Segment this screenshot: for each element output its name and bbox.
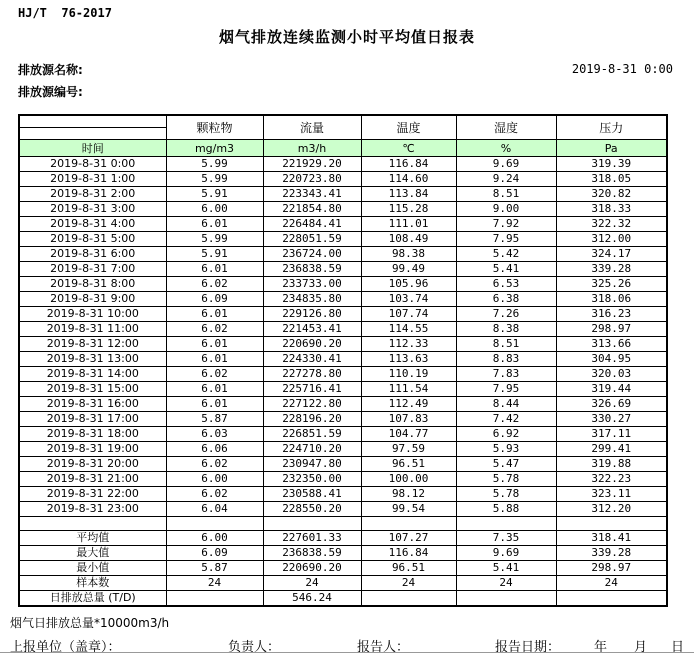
value-cell: 6.01 bbox=[166, 352, 263, 367]
value-cell: 320.82 bbox=[556, 187, 667, 202]
value-cell: 7.35 bbox=[456, 531, 556, 546]
value-cell: 223343.41 bbox=[263, 187, 361, 202]
value-cell bbox=[456, 591, 556, 607]
row-label-cell: 2019-8-31 11:00 bbox=[19, 322, 166, 337]
value-cell: 220690.20 bbox=[263, 561, 361, 576]
value-cell: 9.69 bbox=[456, 157, 556, 172]
value-cell: 112.33 bbox=[361, 337, 456, 352]
row-label-cell: 2019-8-31 21:00 bbox=[19, 472, 166, 487]
source-code-label: 排放源编号: bbox=[18, 85, 83, 99]
value-cell: 8.44 bbox=[456, 397, 556, 412]
value-cell: 339.28 bbox=[556, 546, 667, 561]
value-cell: 6.01 bbox=[166, 337, 263, 352]
value-cell: 6.92 bbox=[456, 427, 556, 442]
value-cell: 100.00 bbox=[361, 472, 456, 487]
value-cell: 5.47 bbox=[456, 457, 556, 472]
value-cell bbox=[556, 517, 667, 531]
total-emission-note: 烟气日排放总量*10000m3/h bbox=[10, 616, 170, 630]
value-cell: 9.24 bbox=[456, 172, 556, 187]
value-cell: 111.01 bbox=[361, 217, 456, 232]
value-cell: 6.02 bbox=[166, 367, 263, 382]
value-cell: 6.02 bbox=[166, 277, 263, 292]
value-cell: 96.51 bbox=[361, 457, 456, 472]
header-empty-bottom-cell bbox=[19, 128, 166, 140]
value-cell: 8.83 bbox=[456, 352, 556, 367]
hourly-data-row bbox=[19, 382, 667, 397]
row-label-cell: 2019-8-31 23:00 bbox=[19, 502, 166, 517]
summary-row bbox=[19, 576, 667, 591]
row-label-cell: 2019-8-31 15:00 bbox=[19, 382, 166, 397]
day-label: 日 bbox=[671, 640, 685, 655]
value-cell: 6.01 bbox=[166, 397, 263, 412]
value-cell: 8.38 bbox=[456, 322, 556, 337]
year-label: 年 bbox=[594, 640, 608, 655]
value-cell: 5.99 bbox=[166, 157, 263, 172]
hourly-data-row bbox=[19, 187, 667, 202]
value-cell: 229126.80 bbox=[263, 307, 361, 322]
value-cell: 5.91 bbox=[166, 187, 263, 202]
source-name-label: 排放源名称: bbox=[18, 63, 83, 77]
value-cell: 6.09 bbox=[166, 546, 263, 561]
column-header-humidity: 湿度 bbox=[456, 115, 556, 140]
value-cell: 326.69 bbox=[556, 397, 667, 412]
value-cell: 5.88 bbox=[456, 502, 556, 517]
value-cell: 108.49 bbox=[361, 232, 456, 247]
hourly-data-row bbox=[19, 292, 667, 307]
row-label-cell bbox=[19, 517, 166, 531]
row-label-cell: 2019-8-31 10:00 bbox=[19, 307, 166, 322]
value-cell: 319.39 bbox=[556, 157, 667, 172]
value-cell: 304.95 bbox=[556, 352, 667, 367]
value-cell: 227278.80 bbox=[263, 367, 361, 382]
row-label-cell: 2019-8-31 7:00 bbox=[19, 262, 166, 277]
value-cell: 233733.00 bbox=[263, 277, 361, 292]
value-cell: 103.74 bbox=[361, 292, 456, 307]
row-label-cell: 2019-8-31 16:00 bbox=[19, 397, 166, 412]
value-cell: 227601.33 bbox=[263, 531, 361, 546]
value-cell: 226484.41 bbox=[263, 217, 361, 232]
value-cell: 97.59 bbox=[361, 442, 456, 457]
hourly-data-row bbox=[19, 217, 667, 232]
value-cell: 5.99 bbox=[166, 172, 263, 187]
value-cell: 325.26 bbox=[556, 277, 667, 292]
month-label: 月 bbox=[634, 640, 648, 655]
header-empty-top-cell bbox=[19, 115, 166, 128]
value-cell: 114.60 bbox=[361, 172, 456, 187]
value-cell: 234835.80 bbox=[263, 292, 361, 307]
hourly-data-row bbox=[19, 232, 667, 247]
value-cell: 24 bbox=[166, 576, 263, 591]
report-date-label: 报告日期： bbox=[495, 640, 561, 655]
hourly-data-row bbox=[19, 367, 667, 382]
value-cell: 115.28 bbox=[361, 202, 456, 217]
value-cell: 9.69 bbox=[456, 546, 556, 561]
value-cell: 5.41 bbox=[456, 561, 556, 576]
report-unit-label: 上报单位（盖章）： bbox=[10, 640, 121, 655]
row-label-cell: 2019-8-31 8:00 bbox=[19, 277, 166, 292]
hourly-data-row bbox=[19, 412, 667, 427]
summary-row bbox=[19, 546, 667, 561]
value-cell: 318.06 bbox=[556, 292, 667, 307]
row-label-cell: 2019-8-31 18:00 bbox=[19, 427, 166, 442]
value-cell: 313.66 bbox=[556, 337, 667, 352]
row-label-cell: 2019-8-31 1:00 bbox=[19, 172, 166, 187]
value-cell: 116.84 bbox=[361, 157, 456, 172]
summary-row bbox=[19, 531, 667, 546]
value-cell: 6.01 bbox=[166, 382, 263, 397]
value-cell: 112.49 bbox=[361, 397, 456, 412]
value-cell: 98.12 bbox=[361, 487, 456, 502]
value-cell: 6.00 bbox=[166, 202, 263, 217]
value-cell: 5.91 bbox=[166, 247, 263, 262]
row-label-cell: 2019-8-31 0:00 bbox=[19, 157, 166, 172]
page-title: 烟气排放连续监测小时平均值日报表 bbox=[218, 28, 475, 46]
value-cell: 546.24 bbox=[263, 591, 361, 607]
column-header-particulate: 颗粒物 bbox=[166, 115, 263, 140]
hourly-data-row bbox=[19, 472, 667, 487]
value-cell: 6.02 bbox=[166, 457, 263, 472]
unit-cell-particulate: mg/m3 bbox=[166, 140, 263, 157]
summary-row bbox=[19, 561, 667, 576]
value-cell: 6.00 bbox=[166, 472, 263, 487]
value-cell: 6.53 bbox=[456, 277, 556, 292]
row-label-cell: 最小值 bbox=[19, 561, 166, 576]
value-cell: 224710.20 bbox=[263, 442, 361, 457]
hourly-data-row bbox=[19, 322, 667, 337]
row-label-cell: 2019-8-31 17:00 bbox=[19, 412, 166, 427]
value-cell: 316.23 bbox=[556, 307, 667, 322]
value-cell: 6.01 bbox=[166, 307, 263, 322]
value-cell: 7.95 bbox=[456, 382, 556, 397]
hourly-data-row bbox=[19, 442, 667, 457]
value-cell: 7.42 bbox=[456, 412, 556, 427]
value-cell: 5.93 bbox=[456, 442, 556, 457]
value-cell: 226851.59 bbox=[263, 427, 361, 442]
value-cell: 319.44 bbox=[556, 382, 667, 397]
unit-cell-flow: m3/h bbox=[263, 140, 361, 157]
value-cell: 224330.41 bbox=[263, 352, 361, 367]
value-cell: 8.51 bbox=[456, 337, 556, 352]
value-cell: 6.02 bbox=[166, 322, 263, 337]
hourly-data-row bbox=[19, 262, 667, 277]
value-cell: 322.23 bbox=[556, 472, 667, 487]
hourly-data-row bbox=[19, 457, 667, 472]
value-cell bbox=[166, 591, 263, 607]
value-cell: 228051.59 bbox=[263, 232, 361, 247]
hourly-data-row bbox=[19, 502, 667, 517]
value-cell: 318.41 bbox=[556, 531, 667, 546]
value-cell: 24 bbox=[456, 576, 556, 591]
value-cell: 220723.80 bbox=[263, 172, 361, 187]
value-cell: 236838.59 bbox=[263, 546, 361, 561]
value-cell: 330.27 bbox=[556, 412, 667, 427]
row-label-cell: 2019-8-31 20:00 bbox=[19, 457, 166, 472]
hourly-data-row bbox=[19, 352, 667, 367]
hourly-data-row bbox=[19, 277, 667, 292]
value-cell: 225716.41 bbox=[263, 382, 361, 397]
value-cell: 322.32 bbox=[556, 217, 667, 232]
row-label-cell: 平均值 bbox=[19, 531, 166, 546]
column-header-flow: 流量 bbox=[263, 115, 361, 140]
value-cell: 230588.41 bbox=[263, 487, 361, 502]
value-cell bbox=[361, 591, 456, 607]
value-cell: 7.92 bbox=[456, 217, 556, 232]
value-cell: 6.04 bbox=[166, 502, 263, 517]
value-cell: 312.20 bbox=[556, 502, 667, 517]
unit-cell-humidity: % bbox=[456, 140, 556, 157]
report-datetime: 2019-8-31 0:00 bbox=[571, 62, 673, 76]
value-cell: 5.99 bbox=[166, 232, 263, 247]
row-label-cell: 样本数 bbox=[19, 576, 166, 591]
value-cell: 221929.20 bbox=[263, 157, 361, 172]
value-cell: 7.95 bbox=[456, 232, 556, 247]
value-cell: 98.38 bbox=[361, 247, 456, 262]
value-cell: 5.41 bbox=[456, 262, 556, 277]
value-cell: 221453.41 bbox=[263, 322, 361, 337]
hourly-data-row bbox=[19, 487, 667, 502]
value-cell: 5.87 bbox=[166, 412, 263, 427]
value-cell: 107.83 bbox=[361, 412, 456, 427]
row-label-cell: 2019-8-31 6:00 bbox=[19, 247, 166, 262]
value-cell: 323.11 bbox=[556, 487, 667, 502]
value-cell: 320.03 bbox=[556, 367, 667, 382]
value-cell bbox=[263, 517, 361, 531]
value-cell: 232350.00 bbox=[263, 472, 361, 487]
value-cell: 6.09 bbox=[166, 292, 263, 307]
reporter-label: 报告人： bbox=[357, 640, 410, 655]
value-cell: 24 bbox=[263, 576, 361, 591]
value-cell: 110.19 bbox=[361, 367, 456, 382]
value-cell: 318.05 bbox=[556, 172, 667, 187]
row-label-cell: 2019-8-31 3:00 bbox=[19, 202, 166, 217]
summary-row bbox=[19, 591, 667, 607]
value-cell: 107.74 bbox=[361, 307, 456, 322]
value-cell: 228550.20 bbox=[263, 502, 361, 517]
row-label-cell: 2019-8-31 5:00 bbox=[19, 232, 166, 247]
hourly-data-row bbox=[19, 202, 667, 217]
row-label-cell: 2019-8-31 22:00 bbox=[19, 487, 166, 502]
value-cell: 339.28 bbox=[556, 262, 667, 277]
value-cell: 113.84 bbox=[361, 187, 456, 202]
value-cell: 312.00 bbox=[556, 232, 667, 247]
value-cell: 228196.20 bbox=[263, 412, 361, 427]
value-cell: 24 bbox=[361, 576, 456, 591]
value-cell: 6.00 bbox=[166, 531, 263, 546]
row-label-cell: 最大值 bbox=[19, 546, 166, 561]
standard-number: HJ/T 76-2017 bbox=[18, 6, 112, 20]
value-cell: 9.00 bbox=[456, 202, 556, 217]
row-label-cell: 2019-8-31 2:00 bbox=[19, 187, 166, 202]
value-cell: 24 bbox=[556, 576, 667, 591]
hourly-data-row bbox=[19, 307, 667, 322]
value-cell: 6.03 bbox=[166, 427, 263, 442]
row-label-cell: 2019-8-31 14:00 bbox=[19, 367, 166, 382]
unit-cell-pressure: Pa bbox=[556, 140, 667, 157]
value-cell bbox=[456, 517, 556, 531]
hourly-data-row bbox=[19, 427, 667, 442]
hourly-data-row bbox=[19, 172, 667, 187]
hourly-data-row bbox=[19, 157, 667, 172]
row-label-cell: 2019-8-31 4:00 bbox=[19, 217, 166, 232]
spacer-row bbox=[19, 517, 667, 531]
value-cell: 6.01 bbox=[166, 262, 263, 277]
value-cell bbox=[556, 591, 667, 607]
value-cell: 107.27 bbox=[361, 531, 456, 546]
value-cell bbox=[166, 517, 263, 531]
value-cell: 6.38 bbox=[456, 292, 556, 307]
value-cell: 236724.00 bbox=[263, 247, 361, 262]
value-cell: 227122.80 bbox=[263, 397, 361, 412]
hourly-data-row bbox=[19, 337, 667, 352]
unit-cell-temperature: ℃ bbox=[361, 140, 456, 157]
value-cell: 6.02 bbox=[166, 487, 263, 502]
row-label-cell: 2019-8-31 13:00 bbox=[19, 352, 166, 367]
value-cell: 111.54 bbox=[361, 382, 456, 397]
hourly-data-row bbox=[19, 397, 667, 412]
value-cell: 5.42 bbox=[456, 247, 556, 262]
responsible-label: 负责人： bbox=[228, 640, 281, 655]
value-cell: 317.11 bbox=[556, 427, 667, 442]
column-header-pressure: 压力 bbox=[556, 115, 667, 140]
value-cell: 99.54 bbox=[361, 502, 456, 517]
value-cell: 220690.20 bbox=[263, 337, 361, 352]
value-cell: 105.96 bbox=[361, 277, 456, 292]
value-cell: 221854.80 bbox=[263, 202, 361, 217]
value-cell: 299.41 bbox=[556, 442, 667, 457]
value-cell: 114.55 bbox=[361, 322, 456, 337]
value-cell: 319.88 bbox=[556, 457, 667, 472]
value-cell: 6.06 bbox=[166, 442, 263, 457]
row-label-cell: 2019-8-31 9:00 bbox=[19, 292, 166, 307]
value-cell: 5.78 bbox=[456, 487, 556, 502]
header-row-names bbox=[19, 115, 667, 128]
value-cell: 324.17 bbox=[556, 247, 667, 262]
value-cell: 99.49 bbox=[361, 262, 456, 277]
hourly-data-row bbox=[19, 247, 667, 262]
value-cell: 116.84 bbox=[361, 546, 456, 561]
value-cell: 113.63 bbox=[361, 352, 456, 367]
value-cell: 96.51 bbox=[361, 561, 456, 576]
value-cell: 5.87 bbox=[166, 561, 263, 576]
value-cell: 104.77 bbox=[361, 427, 456, 442]
time-header-cell: 时间 bbox=[19, 140, 166, 157]
value-cell: 236838.59 bbox=[263, 262, 361, 277]
report-table bbox=[18, 114, 668, 607]
row-label-cell: 2019-8-31 19:00 bbox=[19, 442, 166, 457]
value-cell: 298.97 bbox=[556, 561, 667, 576]
value-cell bbox=[361, 517, 456, 531]
value-cell: 318.33 bbox=[556, 202, 667, 217]
bottom-divider bbox=[0, 652, 694, 653]
value-cell: 230947.80 bbox=[263, 457, 361, 472]
value-cell: 6.01 bbox=[166, 217, 263, 232]
column-header-temperature: 温度 bbox=[361, 115, 456, 140]
value-cell: 5.78 bbox=[456, 472, 556, 487]
row-label-cell: 2019-8-31 12:00 bbox=[19, 337, 166, 352]
value-cell: 7.26 bbox=[456, 307, 556, 322]
value-cell: 298.97 bbox=[556, 322, 667, 337]
value-cell: 7.83 bbox=[456, 367, 556, 382]
value-cell: 8.51 bbox=[456, 187, 556, 202]
row-label-cell: 日排放总量 (T/D) bbox=[19, 591, 166, 607]
unit-row bbox=[19, 140, 667, 157]
